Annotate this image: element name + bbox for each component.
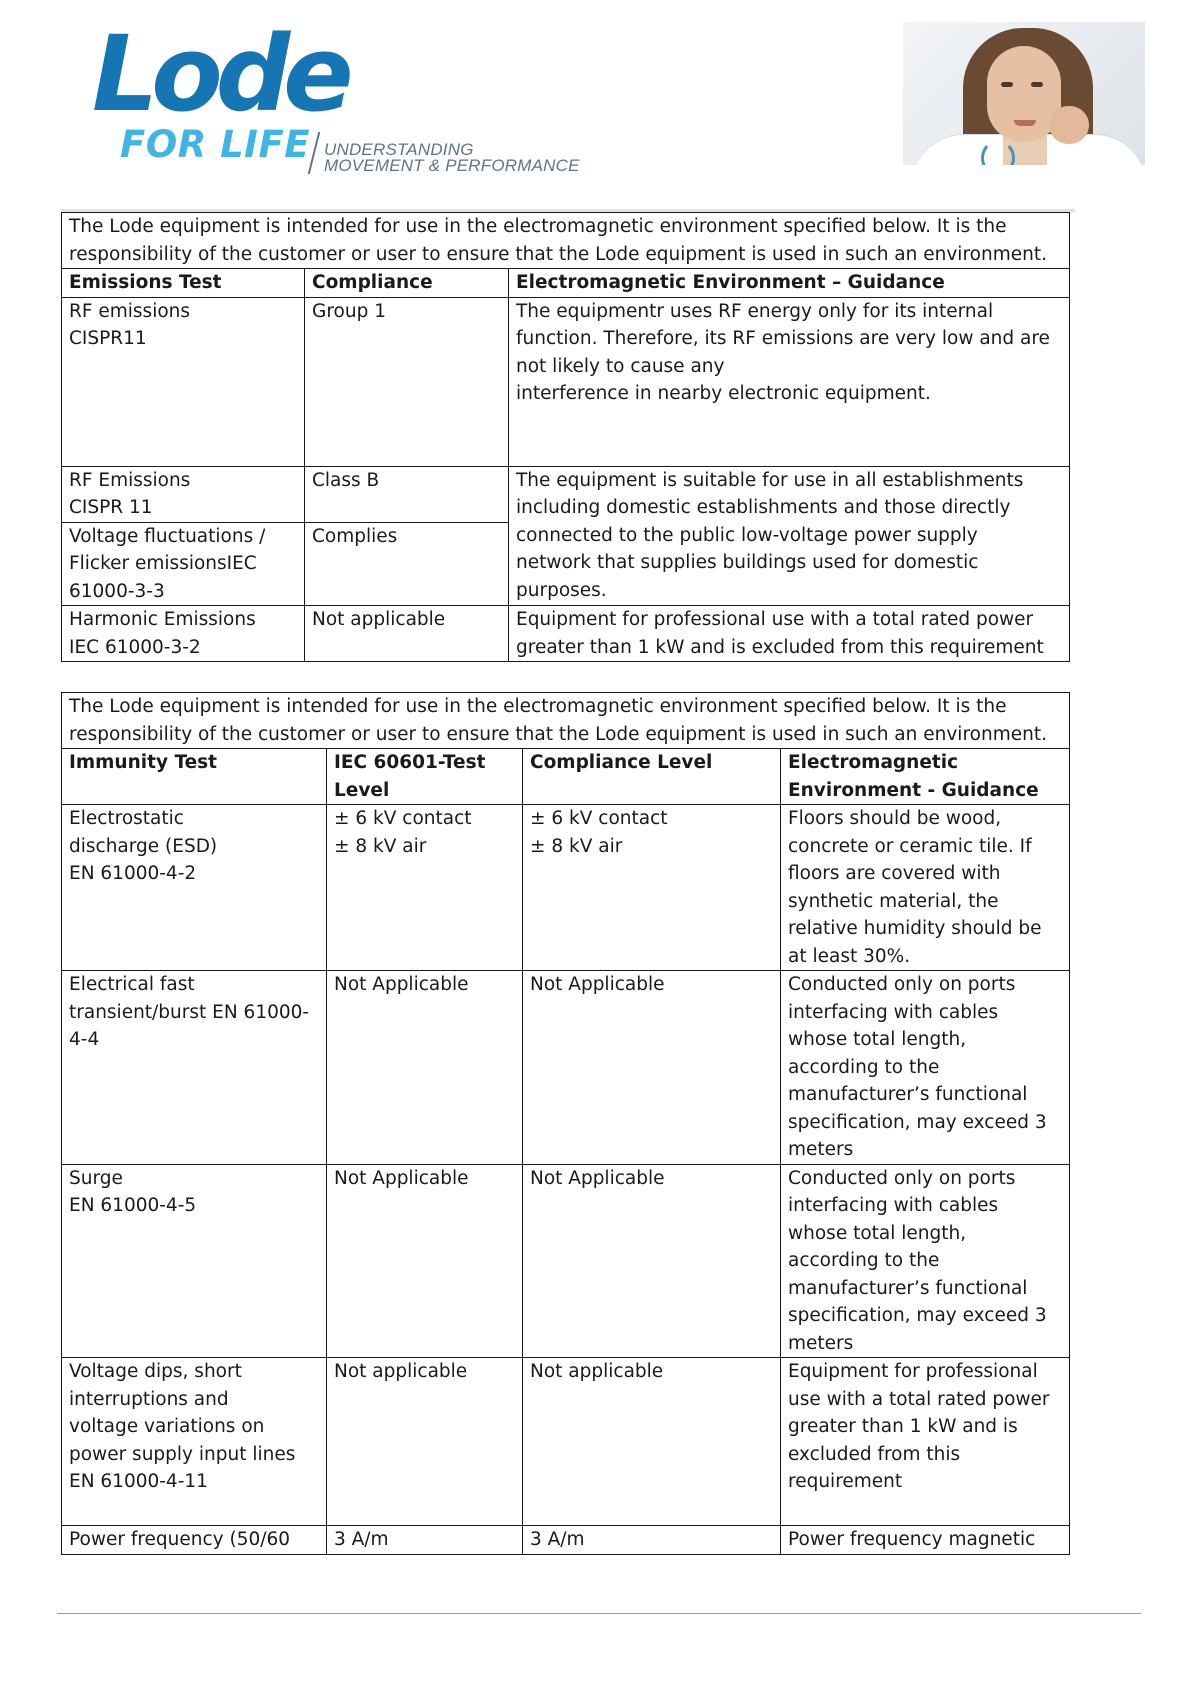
cell-guidance: [781, 1526, 1070, 1555]
cell-line: Voltage dips, short: [69, 1361, 242, 1382]
immunity-table: [61, 692, 1070, 1555]
header-line: Environment - Guidance: [788, 779, 1039, 801]
cell-line: Floors should be wood,: [788, 808, 1002, 829]
cell-line: EN 61000-4-11: [69, 1471, 208, 1492]
cell-line: meters: [788, 1139, 854, 1160]
cell-compliance: [523, 971, 781, 1165]
cell-line: Equipment for professional: [788, 1361, 1038, 1382]
cell-line: power supply input lines: [69, 1443, 296, 1465]
cell-line: Not Applicable: [334, 974, 469, 995]
intro-line: responsibility of the customer or user to ensure that the Lode equipment is used in such an environment.: [69, 723, 1047, 745]
cell-guidance: [781, 1164, 1070, 1358]
cell-guidance: [781, 805, 1070, 971]
cell-line: greater than 1 kW and is: [788, 1416, 1018, 1437]
table-intro-row: [62, 213, 1070, 269]
table-row: [62, 606, 1070, 662]
logo-tagline-line-2: MOVEMENT & PERFORMANCE: [324, 156, 580, 175]
cell-line: 61000-3-3: [69, 580, 165, 602]
cell-test: [62, 805, 327, 971]
cell-line: Not applicable: [312, 609, 446, 630]
table-row: [62, 971, 1070, 1165]
cell-line: Flicker emissionsIEC: [69, 553, 257, 574]
header-test-level: [327, 749, 523, 805]
cell-line: ± 6 kV contact: [530, 808, 668, 829]
cell-test: [62, 1526, 327, 1555]
cell-line: 3 A/m: [530, 1529, 585, 1550]
cell-guidance: [781, 1358, 1070, 1526]
cell-line: whose total length,: [788, 1222, 967, 1244]
cell-line: RF Emissions: [69, 469, 191, 491]
photo-mouth: [1014, 120, 1036, 126]
cell-line: ± 6 kV contact: [334, 808, 472, 829]
photo-eye: [1031, 82, 1043, 87]
cell-test: [62, 971, 327, 1165]
header-line: Compliance Level: [530, 752, 713, 773]
cell-line: CISPR11: [69, 328, 147, 349]
cell-line: EN 61000-4-2: [69, 863, 197, 884]
table-intro-row: [62, 693, 1070, 749]
cell-line: Not Applicable: [334, 1167, 469, 1189]
header-photo: [903, 22, 1145, 165]
cell-guidance: [509, 297, 1070, 466]
cell-line: ± 8 kV air: [334, 835, 427, 857]
emissions-table: [61, 212, 1070, 662]
cell-compliance: [523, 1526, 781, 1555]
cell-line: EN 61000-4-5: [69, 1195, 197, 1216]
cell-line: greater than 1 kW and is excluded from this requirement: [516, 636, 1044, 658]
logo-tagline-line-1: UNDERSTANDING: [324, 140, 474, 159]
emissions-table-container: [61, 212, 1069, 662]
table-intro: [62, 693, 1070, 749]
cell-compliance: [305, 466, 509, 522]
header-guidance: Electromagnetic Environment – Guidance: [509, 269, 1070, 298]
cell-line: Not Applicable: [530, 974, 665, 995]
cell-line: 3 A/m: [334, 1529, 389, 1550]
cell-line: Not applicable: [334, 1361, 468, 1382]
cell-line: The equipmentr uses RF energy only for its internal: [516, 300, 994, 322]
photo-hand: [1049, 106, 1089, 144]
cell-line: transient/burst EN 61000-: [69, 1001, 310, 1023]
cell-guidance: [781, 971, 1070, 1165]
cell-line: Not Applicable: [530, 1167, 665, 1189]
cell-line: Power frequency magnetic: [788, 1529, 1036, 1550]
cell-line: connected to the public low-voltage power supply: [516, 524, 978, 546]
cell-line: interruptions and: [69, 1388, 229, 1410]
cell-line: voltage variations on: [69, 1416, 265, 1437]
table-header-row: [62, 269, 1070, 298]
cell-line: floors are covered with: [788, 863, 1001, 884]
header-immunity-test: [62, 749, 327, 805]
cell-line: specification, may exceed 3: [788, 1305, 1047, 1326]
cell-line: CISPR 11: [69, 497, 153, 518]
table-row: [62, 297, 1070, 466]
cell-line: not likely to cause any: [516, 355, 725, 377]
table-header-row: [62, 749, 1070, 805]
cell-line: meters: [788, 1332, 854, 1354]
photo-eye: [1001, 82, 1013, 87]
cell-test: [62, 606, 305, 662]
cell-line: interfacing with cables: [788, 1195, 999, 1216]
header-guidance: [781, 749, 1070, 805]
cell-line: Not applicable: [530, 1361, 664, 1382]
table-row: [62, 1526, 1070, 1555]
cell-level: [327, 805, 523, 971]
cell-line: whose total length,: [788, 1029, 967, 1050]
cell-test: [62, 466, 305, 522]
header-compliance: Compliance: [305, 269, 509, 298]
intro-line: responsibility of the customer or user to ensure that the Lode equipment is used in such an environment.: [69, 243, 1047, 265]
cell-compliance: [523, 1358, 781, 1526]
intro-line: The Lode equipment is intended for use in the electromagnetic environment specified below. It is the: [69, 216, 1007, 237]
cell-line: Class B: [312, 469, 380, 491]
cell-line: synthetic material, the: [788, 890, 999, 912]
header-compliance-level: [523, 749, 781, 805]
cell-line: interference in nearby electronic equipment.: [516, 383, 931, 404]
cell-compliance: [523, 805, 781, 971]
cell-compliance: [523, 1164, 781, 1358]
cell-line: Electrical fast: [69, 974, 195, 995]
cell-line: Group 1: [312, 300, 386, 322]
intro-line: The Lode equipment is intended for use in the electromagnetic environment specified below. It is the: [69, 696, 1007, 717]
table-intro: [62, 213, 1070, 269]
cell-test: [62, 1164, 327, 1358]
cell-line: excluded from this: [788, 1443, 961, 1465]
cell-line: Equipment for professional use with a total rated power: [516, 609, 1034, 630]
cell-line: function. Therefore, its RF emissions are very low and are: [516, 328, 1050, 349]
cell-level: [327, 1526, 523, 1555]
logo-for-life: FOR LIFE: [120, 123, 310, 166]
cell-line: Harmonic Emissions: [69, 609, 256, 630]
cell-line: The equipment is suitable for use in all establishments: [516, 469, 1024, 491]
cell-line: requirement: [788, 1471, 903, 1492]
cell-line: manufacturer’s functional: [788, 1084, 1028, 1105]
cell-line: Surge: [69, 1167, 123, 1189]
cell-line: according to the: [788, 1250, 940, 1271]
header-line: Level: [334, 779, 390, 801]
cell-line: concrete or ceramic tile. If: [788, 835, 1032, 857]
cell-line: RF emissions: [69, 300, 191, 322]
cell-compliance: [305, 522, 509, 606]
header-line: Electromagnetic: [788, 752, 959, 773]
cell-line: discharge (ESD): [69, 835, 218, 857]
cell-line: Conducted only on ports: [788, 1167, 1016, 1189]
cell-line: according to the: [788, 1056, 940, 1078]
cell-line: 4-4: [69, 1029, 100, 1050]
cell-level: [327, 1164, 523, 1358]
cell-line: Power frequency (50/60: [69, 1529, 291, 1550]
cell-guidance: [509, 466, 1070, 606]
cell-test: [62, 522, 305, 606]
cell-compliance: [305, 606, 509, 662]
cell-line: Electrostatic: [69, 808, 184, 829]
cell-line: network that supplies buildings used for domestic: [516, 552, 979, 573]
table-row: [62, 1164, 1070, 1358]
cell-level: [327, 971, 523, 1165]
logo-wordmark: Lode: [92, 13, 347, 135]
cell-line: ± 8 kV air: [530, 835, 623, 857]
immunity-table-container: [61, 692, 1069, 1555]
cell-test: [62, 1358, 327, 1526]
cell-level: [327, 1358, 523, 1526]
cell-guidance: [509, 606, 1070, 662]
cell-line: purposes.: [516, 579, 607, 601]
table-row: [62, 805, 1070, 971]
cell-line: interfacing with cables: [788, 1001, 999, 1023]
cell-line: use with a total rated power: [788, 1388, 1050, 1410]
cell-line: at least 30%.: [788, 945, 911, 967]
cell-line: specification, may exceed 3: [788, 1111, 1047, 1133]
cell-compliance: [305, 297, 509, 466]
cell-line: relative humidity should be: [788, 918, 1042, 939]
table-row: [62, 466, 1070, 522]
cell-line: Conducted only on ports: [788, 974, 1016, 995]
table-row: [62, 1358, 1070, 1526]
cell-line: Voltage fluctuations /: [69, 525, 266, 547]
header-line: IEC 60601-Test: [334, 752, 486, 773]
header-emissions-test: Emissions Test: [62, 269, 305, 298]
cell-line: Complies: [312, 525, 398, 547]
cell-test: [62, 297, 305, 466]
cell-line: manufacturer’s functional: [788, 1277, 1028, 1299]
lode-logo: [92, 13, 612, 175]
cell-line: including domestic establishments and those directly: [516, 497, 1011, 518]
cell-line: IEC 61000-3-2: [69, 636, 201, 658]
header-line: Immunity Test: [69, 752, 218, 773]
footer-rule: [57, 1613, 1141, 1614]
